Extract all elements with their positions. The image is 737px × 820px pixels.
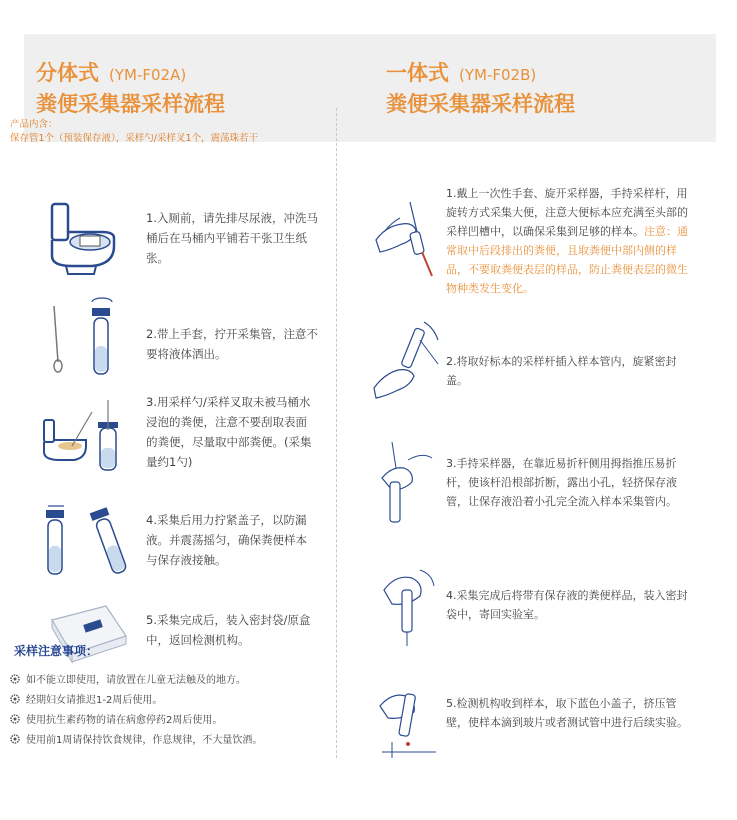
note-text: 如不能立即使用，请放置在儿童无法触及的地方。 (26, 675, 246, 686)
left-title-block (36, 60, 225, 120)
note-text: 使用前1周请保持饮食规律，作息规律，不大量饮酒。 (26, 735, 263, 746)
right-step-5: 5.检测机构收到样本，取下蓝色小盖子，挤压管壁，使样本滴到玻片或者测试管中进行后续实验。 (446, 697, 688, 729)
gear-icon (10, 734, 20, 744)
note-item (10, 671, 246, 686)
column-divider (336, 108, 337, 758)
left-step-1: 1.入厕前，请先排尽尿液，冲洗马桶后在马桶内平铺若干张卫生纸张。 (146, 211, 318, 265)
note-text: 使用抗生素药物的请在病愈停药2周后使用。 (26, 715, 223, 726)
left-model: (YM-F02A) (109, 66, 187, 84)
hand-sampler-icon (372, 196, 442, 280)
contents-title: 产品内含： (10, 119, 58, 130)
left-step-2: 2.带上手套，拧开采集管，注意不要将液体洒出。 (146, 327, 318, 361)
shake-tubes-icon (40, 500, 136, 580)
left-title: 分体式 (36, 61, 99, 85)
right-step-1-text: 1.戴上一次性手套、旋开采样器，手持采样杆，用旋转方式采集大便，注意大便标本应充满至头部的采样凹槽中，以确保采集到足够的样本。 (446, 187, 688, 238)
sampling-toilet-icon (40, 396, 130, 476)
right-step-4: 4.采集完成后将带有保存液的粪便样品，装入密封袋中，寄回实验室。 (446, 589, 688, 621)
left-step-4: 4.采集后用力拧紧盖子，以防漏液。并震荡摇匀，确保粪便样本与保存液接触。 (146, 513, 307, 567)
left-step-5: 5.采集完成后，装入密封袋/原盒中，返回检测机构。 (146, 613, 311, 647)
gear-icon (10, 714, 20, 724)
note-text: 经期妇女请推迟1-2周后使用。 (26, 695, 163, 706)
header-band (24, 34, 716, 142)
break-rod-icon (372, 438, 446, 528)
note-item (10, 711, 222, 726)
toilet-icon (42, 196, 122, 276)
contents-text: 保存管1个（预装保存液），采样勺/采样叉1个，震荡珠若干 (10, 133, 259, 144)
left-subtitle: 粪便采集器采样流程 (36, 92, 225, 116)
gear-icon (10, 674, 20, 684)
insert-sampler-icon (368, 318, 448, 402)
right-model: (YM-F02B) (459, 66, 537, 84)
right-title-block (386, 60, 575, 120)
right-step-2: 2.将取好标本的采样杆插入样本管内，旋紧密封盖。 (446, 355, 677, 387)
right-step-3: 3.手持采样器，在靠近易折杆侧用拇指推压易折杆，使该杆沿根部折断，露出小孔，轻挤保存液管，让保存液沿着小孔完全流入样本采集管内。 (446, 457, 677, 508)
squeeze-tube-icon (372, 676, 446, 766)
note-item (10, 731, 262, 746)
right-step-1-warning: 注意：通常取中后段排出的粪便，且取粪便中部内侧的样品，不要取粪便表层的样品，防止粪便表层的微生物种类发生变化。 (446, 225, 688, 295)
left-step-3: 3.用采样勺/采样叉取未被马桶水浸泡的粪便，注意不要刮取表面的粪便，尽量取中部粪便。(采集量约1勺) (146, 395, 312, 469)
note-item (10, 691, 162, 706)
notes-title: 采样注意事项： (14, 644, 99, 658)
right-subtitle: 粪便采集器采样流程 (386, 92, 575, 116)
right-step-1 (446, 184, 692, 298)
right-title: 一体式 (386, 61, 449, 85)
spoon-and-tube-icon (42, 296, 122, 380)
gear-icon (10, 694, 20, 704)
bag-sample-icon (372, 560, 446, 650)
